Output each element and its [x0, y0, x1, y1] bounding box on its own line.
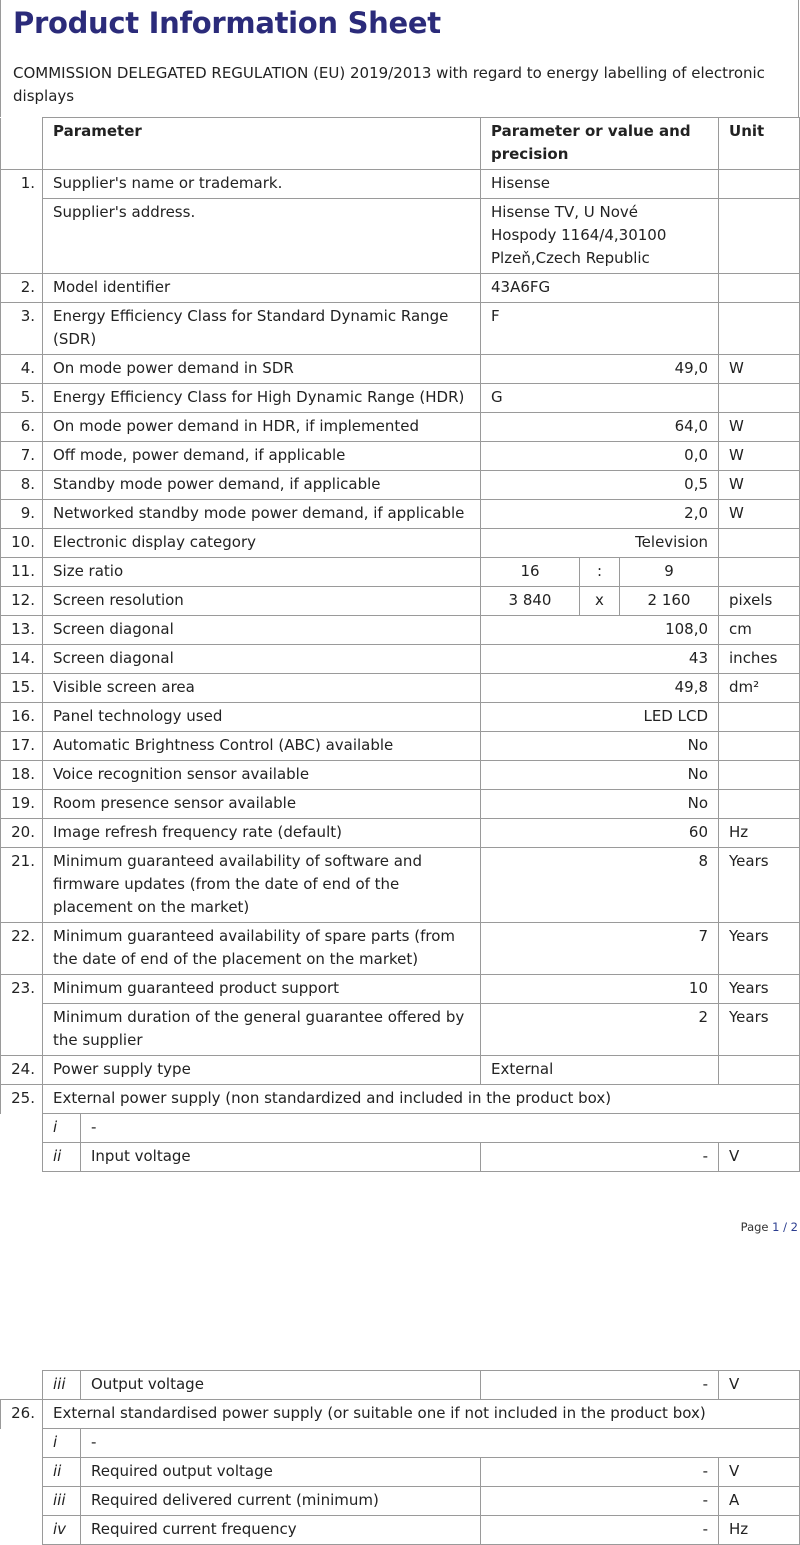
row-number: 11.	[1, 558, 43, 587]
row-value: 108,0	[481, 616, 719, 645]
row-unit	[719, 199, 800, 274]
table-row	[1, 303, 800, 355]
row-label: -	[81, 1114, 800, 1143]
row-unit	[719, 732, 800, 761]
row-label: Supplier's address.	[43, 199, 481, 274]
table-row	[1, 384, 800, 413]
row-label: Energy Efficiency Class for High Dynamic Range (HDR)	[43, 384, 481, 413]
number-column-header	[1, 118, 43, 170]
row-unit: inches	[719, 645, 800, 674]
row-unit: A	[719, 1487, 800, 1516]
table-row	[1, 587, 800, 616]
row-unit: Years	[719, 1004, 800, 1056]
row-number: 26.	[1, 1400, 43, 1429]
row-label: Supplier's name or trademark.	[43, 170, 481, 199]
row-value: External	[481, 1056, 719, 1085]
table-row	[1, 170, 800, 199]
row-value: Hisense	[481, 170, 719, 199]
row-label: Required delivered current (minimum)	[81, 1487, 481, 1516]
section-label: External power supply (non standardized and included in the product box)	[43, 1085, 800, 1114]
row-unit	[719, 761, 800, 790]
table-row	[1, 1085, 800, 1114]
sub-item-marker: i	[43, 1114, 81, 1143]
row-unit: pixels	[719, 587, 800, 616]
row-label: Electronic display category	[43, 529, 481, 558]
row-unit	[719, 703, 800, 732]
unit-column-header: Unit	[719, 118, 800, 170]
row-number: 8.	[1, 471, 43, 500]
sub-item-marker: iii	[43, 1487, 81, 1516]
row-number: 21.	[1, 848, 43, 923]
row-label: Panel technology used	[43, 703, 481, 732]
sub-item-marker: ii	[43, 1458, 81, 1487]
table-row	[1, 1371, 800, 1400]
row-number	[1, 1114, 43, 1143]
row-number	[1, 1429, 43, 1458]
table-row	[1, 616, 800, 645]
row-label: Screen diagonal	[43, 616, 481, 645]
parameter-column-header: Parameter	[43, 118, 481, 170]
row-unit: Hz	[719, 1516, 800, 1545]
table-row	[1, 1487, 800, 1516]
size-ratio-height: 9	[620, 558, 719, 587]
table-row	[1, 529, 800, 558]
row-label: On mode power demand in HDR, if implemented	[43, 413, 481, 442]
row-value: 2	[481, 1004, 719, 1056]
sub-item-marker: ii	[43, 1143, 81, 1172]
row-unit: W	[719, 355, 800, 384]
supplier-address-value: Hisense TV, U Nové Hospody 1164/4,30100 Plzeň,Czech Republic	[481, 199, 719, 274]
row-unit	[719, 274, 800, 303]
row-number: 13.	[1, 616, 43, 645]
row-value: 49,8	[481, 674, 719, 703]
row-label: Minimum guaranteed availability of spare parts (from the date of end of the placement on the market)	[43, 923, 481, 975]
table-row	[1, 558, 800, 587]
row-number: 7.	[1, 442, 43, 471]
table-row	[1, 442, 800, 471]
row-value: 7	[481, 923, 719, 975]
table-row	[1, 1458, 800, 1487]
row-unit: cm	[719, 616, 800, 645]
row-label: Screen diagonal	[43, 645, 481, 674]
sub-item-marker: iii	[43, 1371, 81, 1400]
table-row	[1, 761, 800, 790]
row-unit	[719, 558, 800, 587]
table-row	[1, 674, 800, 703]
row-number	[1, 1487, 43, 1516]
row-value: LED LCD	[481, 703, 719, 732]
row-value: -	[481, 1458, 719, 1487]
row-label: Standby mode power demand, if applicable	[43, 471, 481, 500]
row-number: 25.	[1, 1085, 43, 1114]
row-label: Room presence sensor available	[43, 790, 481, 819]
row-value: 0,5	[481, 471, 719, 500]
row-number	[1, 1516, 43, 1545]
row-unit	[719, 790, 800, 819]
row-number: 19.	[1, 790, 43, 819]
row-unit	[719, 384, 800, 413]
row-label: Minimum guaranteed availability of software and firmware updates (from the date of end of the placement on the market)	[43, 848, 481, 923]
row-number: 6.	[1, 413, 43, 442]
row-value: Television	[481, 529, 719, 558]
row-value: 2,0	[481, 500, 719, 529]
row-unit: W	[719, 413, 800, 442]
row-label: On mode power demand in SDR	[43, 355, 481, 384]
row-unit: W	[719, 442, 800, 471]
row-unit: V	[719, 1143, 800, 1172]
page-footer	[741, 1220, 798, 1234]
table-row	[1, 413, 800, 442]
row-label: Input voltage	[81, 1143, 481, 1172]
table-row	[1, 1429, 800, 1458]
table-row	[1, 848, 800, 923]
table-row	[1, 790, 800, 819]
row-value: -	[481, 1487, 719, 1516]
page-label: Page	[740, 1220, 769, 1234]
row-label: Screen resolution	[43, 587, 481, 616]
row-unit	[719, 170, 800, 199]
row-number: 18.	[1, 761, 43, 790]
table-row	[1, 975, 800, 1004]
row-number: 4.	[1, 355, 43, 384]
row-number: 22.	[1, 923, 43, 975]
row-label: Required current frequency	[81, 1516, 481, 1545]
row-number	[1, 1004, 43, 1056]
row-label: -	[81, 1429, 800, 1458]
row-label: Size ratio	[43, 558, 481, 587]
row-label: Off mode, power demand, if applicable	[43, 442, 481, 471]
row-unit: Years	[719, 848, 800, 923]
row-label: Power supply type	[43, 1056, 481, 1085]
table-row	[1, 471, 800, 500]
row-value: -	[481, 1143, 719, 1172]
table-row	[1, 1516, 800, 1545]
row-number: 1.	[1, 170, 43, 199]
row-number: 17.	[1, 732, 43, 761]
table-row	[1, 923, 800, 975]
sub-item-marker: i	[43, 1429, 81, 1458]
row-number: 23.	[1, 975, 43, 1004]
row-label: Model identifier	[43, 274, 481, 303]
row-label: Automatic Brightness Control (ABC) available	[43, 732, 481, 761]
size-ratio-separator: :	[580, 558, 620, 587]
table-row	[1, 274, 800, 303]
table-row	[1, 1004, 800, 1056]
table-row	[1, 199, 800, 274]
row-value: 64,0	[481, 413, 719, 442]
row-value: -	[481, 1516, 719, 1545]
row-number: 24.	[1, 1056, 43, 1085]
row-unit: W	[719, 471, 800, 500]
table-row	[1, 645, 800, 674]
row-number: 15.	[1, 674, 43, 703]
resolution-width: 3 840	[481, 587, 580, 616]
table-row	[1, 1400, 800, 1429]
table-row	[1, 1056, 800, 1085]
row-label: Required output voltage	[81, 1458, 481, 1487]
row-value: No	[481, 790, 719, 819]
table-header-row	[1, 118, 800, 170]
row-unit: dm²	[719, 674, 800, 703]
regulation-subtitle: COMMISSION DELEGATED REGULATION (EU) 2019/2013 with regard to energy labelling of electronic displays	[13, 64, 765, 105]
row-value: 43A6FG	[481, 274, 719, 303]
row-label: Visible screen area	[43, 674, 481, 703]
row-value: 8	[481, 848, 719, 923]
table-row	[1, 703, 800, 732]
value-column-header: Parameter or value and precision	[481, 118, 719, 170]
row-unit: V	[719, 1371, 800, 1400]
section-label: External standardised power supply (or suitable one if not included in the product box)	[43, 1400, 800, 1429]
table-row	[1, 355, 800, 384]
row-unit	[719, 1056, 800, 1085]
row-unit: Hz	[719, 819, 800, 848]
row-number: 16.	[1, 703, 43, 732]
row-number: 20.	[1, 819, 43, 848]
row-number	[1, 1143, 43, 1172]
row-label: Image refresh frequency rate (default)	[43, 819, 481, 848]
row-value: F	[481, 303, 719, 355]
row-value: G	[481, 384, 719, 413]
size-ratio-width: 16	[481, 558, 580, 587]
row-unit	[719, 303, 800, 355]
row-number: 12.	[1, 587, 43, 616]
row-unit: Years	[719, 975, 800, 1004]
table-row	[1, 819, 800, 848]
continuation-table	[0, 1370, 800, 1545]
row-unit: Years	[719, 923, 800, 975]
table-row	[1, 500, 800, 529]
row-unit	[719, 529, 800, 558]
row-label: Minimum guaranteed product support	[43, 975, 481, 1004]
row-value: -	[481, 1371, 719, 1400]
row-value: 0,0	[481, 442, 719, 471]
row-value: 60	[481, 819, 719, 848]
row-number	[1, 1458, 43, 1487]
row-number	[1, 199, 43, 274]
row-value: 49,0	[481, 355, 719, 384]
row-value: 43	[481, 645, 719, 674]
table-row	[1, 1114, 800, 1143]
row-unit: W	[719, 500, 800, 529]
row-label: Voice recognition sensor available	[43, 761, 481, 790]
resolution-height: 2 160	[620, 587, 719, 616]
sub-item-marker: iv	[43, 1516, 81, 1545]
row-label: Networked standby mode power demand, if applicable	[43, 500, 481, 529]
row-number	[1, 1371, 43, 1400]
resolution-separator: x	[580, 587, 620, 616]
row-number: 9.	[1, 500, 43, 529]
row-number: 2.	[1, 274, 43, 303]
row-label: Energy Efficiency Class for Standard Dynamic Range (SDR)	[43, 303, 481, 355]
row-label: Output voltage	[81, 1371, 481, 1400]
row-number: 14.	[1, 645, 43, 674]
table-row	[1, 1143, 800, 1172]
row-number: 5.	[1, 384, 43, 413]
row-number: 10.	[1, 529, 43, 558]
row-value: No	[481, 732, 719, 761]
row-label: Minimum duration of the general guarantee offered by the supplier	[43, 1004, 481, 1056]
product-info-table	[0, 117, 800, 1172]
row-value: 10	[481, 975, 719, 1004]
row-value: No	[481, 761, 719, 790]
page-title: Product Information Sheet	[13, 6, 441, 40]
sheet-header	[0, 0, 799, 117]
row-number: 3.	[1, 303, 43, 355]
table-row	[1, 732, 800, 761]
row-unit: V	[719, 1458, 800, 1487]
page-number: 1 / 2	[772, 1220, 798, 1234]
